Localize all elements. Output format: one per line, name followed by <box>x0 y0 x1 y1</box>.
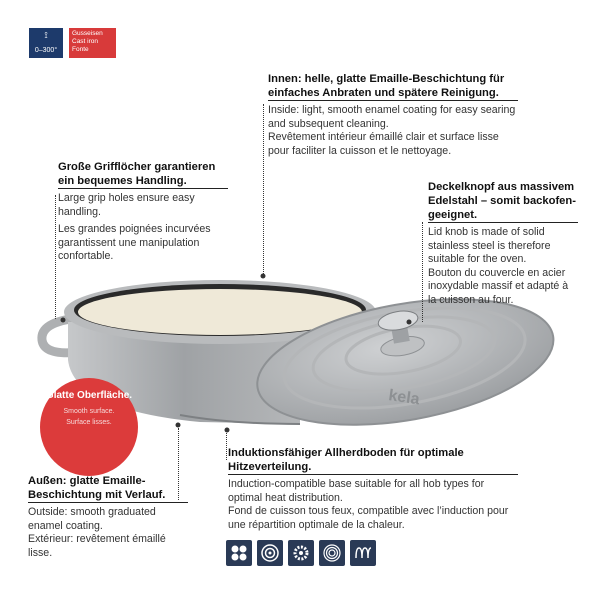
leader-inside <box>263 104 264 274</box>
base-en: Induction-compatible base suitable for all hob types for optimal heat distribution. <box>228 478 485 504</box>
lid-heading: Deckelknopf aus massivem Edelstahl – somit backofen-geeignet. <box>428 180 578 223</box>
handles-heading: Große Grifflöcher garantieren ein bequemes Handling. <box>58 160 228 189</box>
induction-hob-icon <box>350 540 376 566</box>
smooth-surface-de: Glatte Oberfläche. <box>45 390 133 401</box>
outside-en: Outside: smooth graduated enamel coating. <box>28 506 156 532</box>
gas-hob-icon <box>226 540 252 566</box>
lid-en: Lid knob is made of solid stainless steel is therefore suitable for the oven. <box>428 226 551 265</box>
base-callout <box>228 446 518 532</box>
inside-callout <box>268 72 518 158</box>
handles-en: Large grip holes ensure easy handling. <box>58 192 195 218</box>
outside-fr: Extérieur: revêtement émaillé lisse. <box>28 533 166 559</box>
smooth-surface-fr: Surface lisses. <box>66 419 112 426</box>
material-en: Cast iron <box>72 38 99 45</box>
lid-brand-text: kela <box>387 387 421 409</box>
halogen-hob-icon <box>319 540 345 566</box>
hob-icons <box>226 540 376 566</box>
electric-hob-icon <box>257 540 283 566</box>
smooth-surface-en: Smooth surface. <box>63 408 115 415</box>
leader-handles <box>55 195 56 319</box>
ceramic-hob-icon <box>288 540 314 566</box>
lid-fr: Bouton du couvercle en acier inoxydable massif et adapté à la cuisson au four. <box>428 266 569 306</box>
base-heading: Induktionsfähiger Allherdboden für optimale Hitzeverteilung. <box>228 446 518 475</box>
leader-base <box>226 430 227 460</box>
inside-fr: Revêtement intérieur émaillé clair et surface lisse pour faciliter la cuisson et le nettoyage. <box>268 131 499 157</box>
inside-heading: Innen: helle, glatte Emaille-Beschichtung für einfaches Anbraten und spätere Reinigung. <box>268 72 518 101</box>
material-de: Gusseisen <box>72 30 103 37</box>
smooth-surface-badge <box>40 378 138 476</box>
leader-lid <box>422 222 423 322</box>
inside-en: Inside: light, smooth enamel coating for easy searing and subsequent cleaning. <box>268 104 516 130</box>
handles-callout <box>58 160 228 264</box>
lid-callout <box>428 180 578 307</box>
base-fr: Fond de cuisson tous feux, compatible avec l’induction pour une répartition optimale de la chaleur. <box>228 505 509 531</box>
temperature-label: 0–300° <box>34 47 58 54</box>
material-fr: Fonte <box>72 46 89 53</box>
outside-callout <box>28 474 188 560</box>
handles-fr: Les grandes poignées incurvées garantissent une manipulation confortable. <box>58 223 211 262</box>
thermometer-icon: ⟟ <box>44 30 48 40</box>
outside-heading: Außen: glatte Emaille-Beschichtung mit Verlauf. <box>28 474 188 503</box>
